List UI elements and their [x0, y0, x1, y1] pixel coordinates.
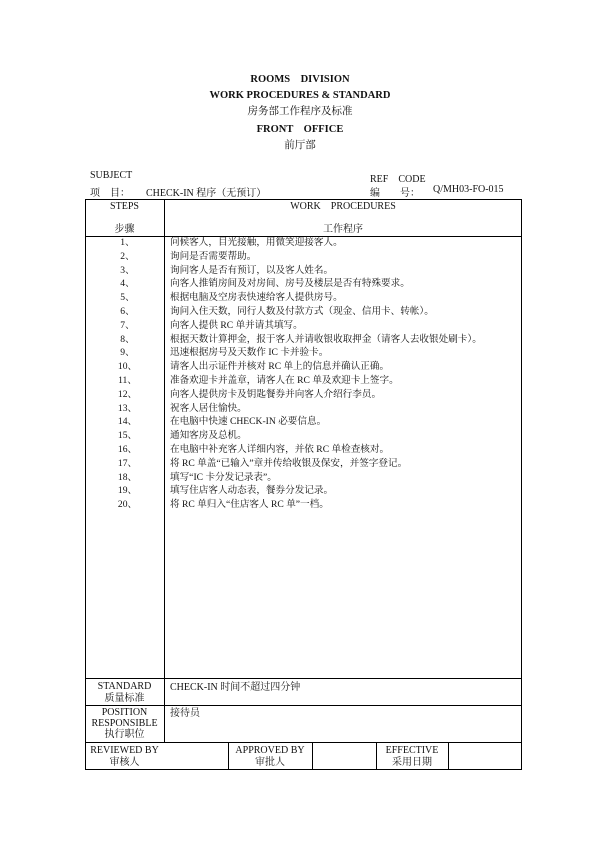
- step-text: 通知客房及总机。: [170, 430, 247, 442]
- step-number: 16、: [117, 444, 138, 455]
- document-header: [0, 72, 600, 154]
- approved-by-label-cn: 审批人: [255, 757, 285, 768]
- step-text: 询问是否需要帮助。: [170, 250, 257, 262]
- subject-row: [90, 170, 510, 184]
- effective-label: EFFECTIVE: [385, 745, 439, 756]
- subject-label: SUBJECT: [90, 170, 133, 181]
- subject-value: CHECK-IN 程序（无预订）: [146, 188, 267, 199]
- step-text: 向客人提供房卡及钥匙餐券并向客人介绍行李员。: [170, 388, 382, 400]
- step-text: 将 RC 单归入“住店客人 RC 单”一档。: [170, 499, 329, 511]
- standard-value: CHECK-IN 时间不超过四分钟: [170, 682, 301, 693]
- step-number: 13、: [117, 402, 138, 414]
- department-title: FRONT OFFICE: [256, 124, 344, 135]
- step-text: 向客人推销房间及对房间、房号及楼层是否有特殊要求。: [170, 278, 410, 290]
- step-text: 填写“IC 卡分发记录表”。: [170, 471, 277, 483]
- step-number: 7、: [120, 319, 135, 331]
- signature-divider-2: [312, 742, 313, 770]
- step-text: 填写住店客人动态表，餐券分发记录。: [170, 485, 334, 497]
- ref-code-label-cn: 编 号：: [370, 188, 420, 199]
- step-number: 15、: [117, 430, 138, 442]
- steps-header-cn: 步骤: [114, 224, 135, 235]
- step-number: 2、: [120, 250, 135, 262]
- procedures-title-cn: 房务部工作程序及标准: [247, 106, 353, 117]
- position-value: 接待员: [170, 708, 200, 719]
- department-title-cn: 前厅部: [284, 140, 316, 151]
- signature-divider-4: [448, 742, 449, 770]
- position-label-2: RESPONSIBLE: [91, 718, 158, 729]
- step-number: 20、: [117, 499, 138, 511]
- step-text: 问候客人，目光接触，用微笑迎接客人。: [170, 237, 343, 248]
- step-number: 12、: [117, 388, 138, 400]
- standard-label-cn: 质量标准: [104, 693, 145, 704]
- step-text: 迅速根据房号及天数作 IC 卡并验卡。: [170, 347, 329, 359]
- step-number: 9、: [120, 347, 135, 359]
- step-number: 1、: [120, 237, 135, 248]
- position-divider: [85, 705, 522, 706]
- ref-code-value: Q/MH03-FO-015: [433, 184, 504, 195]
- item-row: [90, 184, 510, 198]
- step-number: 4、: [120, 278, 135, 290]
- ref-code-label: REF CODE: [370, 174, 426, 185]
- position-label-cn: 执行职位: [104, 729, 145, 740]
- signature-divider: [85, 742, 522, 743]
- procedures-title: WORK PROCEDURES & STANDARD: [209, 90, 391, 101]
- step-text: 在电脑中快速 CHECK-IN 必要信息。: [170, 416, 327, 428]
- reviewed-by-label-cn: 审核人: [109, 757, 140, 768]
- step-number: 3、: [120, 264, 135, 276]
- standard-label: STANDARD: [97, 681, 152, 692]
- step-number: 18、: [117, 471, 138, 483]
- steps-header: STEPS: [110, 201, 139, 212]
- step-text: 询问客人是否有预订，以及客人姓名。: [170, 264, 334, 276]
- procedures-header: WORK PROCEDURES: [290, 201, 396, 212]
- approved-by-label: APPROVED BY: [235, 745, 305, 756]
- effective-label-cn: 采用日期: [392, 757, 432, 768]
- step-text: 在电脑中补充客人详细内容，并依 RC 单检查核对。: [170, 444, 390, 455]
- division-title: ROOMS DIVISION: [250, 74, 350, 85]
- subject-label-cn: 项 目：: [90, 188, 130, 199]
- step-text: 根据电脑及空房表快速给客人提供房号。: [170, 292, 343, 304]
- step-number: 6、: [120, 306, 135, 317]
- position-label: POSITION: [101, 707, 148, 718]
- step-number: 5、: [120, 292, 135, 304]
- reviewed-by-label: REVIEWED BY: [90, 745, 159, 756]
- step-text: 根据天数计算押金，报于客人并请收银收取押金（请客人去收银处刷卡）。: [170, 333, 482, 345]
- step-number: 14、: [117, 416, 138, 428]
- step-number: 17、: [117, 457, 138, 469]
- step-text: 祝客人居住愉快。: [170, 402, 247, 414]
- procedures-header-cn: 工作程序: [323, 224, 363, 235]
- step-text: 向客人提供 RC 单并请其填写。: [170, 319, 303, 331]
- step-text: 请客人出示证件并核对 RC 单上的信息并确认正确。: [170, 361, 390, 373]
- column-divider: [164, 199, 165, 742]
- step-number: 19、: [117, 485, 138, 497]
- step-text: 准备欢迎卡并盖章，请客人在 RC 单及欢迎卡上签字。: [170, 375, 399, 386]
- step-number: 11、: [118, 375, 137, 386]
- step-text: 询问入住天数，同行人数及付款方式（现金、信用卡、转帐）。: [170, 306, 434, 317]
- step-number: 8、: [120, 333, 135, 345]
- standard-divider: [85, 678, 522, 679]
- step-number: 10、: [117, 361, 138, 373]
- step-text: 将 RC 单盖“已输入”章并传给收银及保安，并签字登记。: [170, 457, 408, 469]
